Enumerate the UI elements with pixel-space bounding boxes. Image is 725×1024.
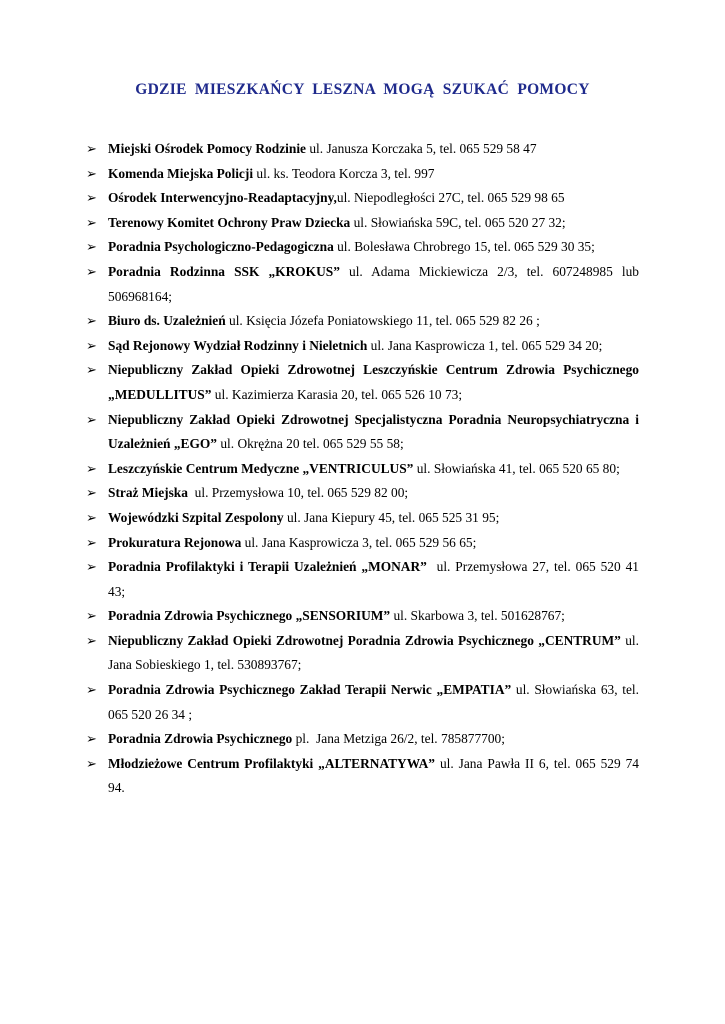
institution-name: Leszczyńskie Centrum Medyczne „VENTRICULUS”	[108, 460, 414, 476]
arrow-bullet-icon: ➢	[86, 190, 97, 206]
institution-name: Biuro ds. Uzależnień	[108, 313, 226, 329]
institution-name: Niepubliczny Zakład Opieki Zdrowotnej Poradnia Zdrowia Psychicznego „CENTRUM”	[108, 632, 621, 648]
institution-name: Komenda Miejska Policji	[108, 165, 254, 181]
arrow-bullet-icon: ➢	[86, 559, 97, 575]
institution-name: Ośrodek Interwencyjno-Readaptacyjny,	[108, 190, 337, 206]
institution-name: Niepubliczny Zakład Opieki Zdrowotnej Leszczyńskie Centrum Zdrowia Psychicznego „MEDULLITUS”	[108, 362, 639, 402]
list-item	[86, 457, 639, 482]
institution-address: ul. Księcia Józefa Poniatowskiego 11, tel. 065 529 82 26 ;	[225, 313, 540, 329]
list-item	[86, 309, 639, 334]
arrow-bullet-icon: ➢	[86, 608, 97, 624]
institution-address: ul. Jana Kasprowicza 1, tel. 065 529 34 20;	[367, 337, 603, 353]
arrow-bullet-icon: ➢	[86, 411, 97, 427]
institution-address: ul. Słowiańska 59C, tel. 065 520 27 32;	[350, 214, 566, 230]
arrow-bullet-icon: ➢	[86, 165, 97, 181]
institution-address: ul. Słowiańska 63, tel. 065 520 26 34 ;	[108, 682, 643, 722]
arrow-bullet-icon: ➢	[86, 534, 97, 550]
arrow-bullet-icon: ➢	[86, 263, 97, 279]
arrow-bullet-icon: ➢	[86, 509, 97, 525]
list-item	[86, 604, 639, 629]
institution-address: pl. Jana Metziga 26/2, tel. 785877700;	[292, 731, 505, 747]
list-item	[86, 727, 639, 752]
institution-address: ul. Słowiańska 41, tel. 065 520 65 80;	[413, 460, 620, 476]
page-title: GDZIE MIESZKAŃCY LESZNA MOGĄ SZUKAĆ POMOCY	[135, 81, 590, 98]
institution-address: ul. Janusza Korczaka 5, tel. 065 529 58 47	[306, 141, 537, 156]
list-item	[86, 235, 639, 260]
list-item	[86, 186, 639, 211]
institution-address: ul. Skarbowa 3, tel. 501628767;	[390, 608, 565, 624]
arrow-bullet-icon: ➢	[86, 755, 97, 771]
institution-name: Poradnia Psychologiczno-Pedagogiczna	[108, 239, 334, 255]
list-item	[86, 752, 643, 801]
list-item	[86, 408, 639, 457]
institution-name: Terenowy Komitet Ochrony Praw Dziecka	[108, 214, 351, 230]
institution-address: ul. Jana Pawła II 6, tel. 065 529 74 94.	[108, 755, 643, 796]
institution-name: Wojewódzki Szpital Zespolony	[108, 509, 284, 525]
list-item	[86, 211, 639, 236]
institution-address: ul. Okrężna 20 tel. 065 529 55 58;	[216, 436, 404, 452]
list-item	[86, 137, 639, 162]
arrow-bullet-icon: ➢	[86, 731, 97, 747]
institution-name: Niepubliczny Zakład Opieki Zdrowotnej Specjalistyczna Poradnia Neuropsychiatryczna i Uzależnień „EGO”	[108, 411, 639, 452]
institution-address: ul. Jana Kiepury 45, tel. 065 525 31 95;	[283, 509, 500, 525]
institution-address: ul. Niepodległości 27C, tel. 065 529 98 65	[336, 190, 565, 206]
arrow-bullet-icon: ➢	[86, 682, 97, 698]
list-item	[86, 162, 639, 187]
institution-name: Poradnia Profilaktyki i Terapii Uzależnień „MONAR”	[108, 559, 427, 575]
institution-list	[86, 137, 643, 801]
institution-address: ul. ks. Teodora Korcza 3, tel. 997	[253, 165, 435, 181]
institution-address: ul. Jana Sobieskiego 1, tel. 530893767;	[108, 632, 643, 673]
institution-name: Straż Miejska	[108, 485, 188, 501]
list-item	[86, 678, 643, 727]
institution-address: ul. Adama Mickiewicza 2/3, tel. 607248985 lub 506968164;	[108, 263, 643, 304]
list-item	[86, 260, 643, 309]
institution-name: Prokuratura Rejonowa	[108, 534, 242, 550]
list-item	[86, 481, 639, 506]
list-item	[86, 629, 643, 678]
arrow-bullet-icon: ➢	[86, 313, 97, 329]
arrow-bullet-icon: ➢	[86, 485, 97, 501]
arrow-bullet-icon: ➢	[86, 239, 97, 255]
arrow-bullet-icon: ➢	[86, 141, 97, 156]
arrow-bullet-icon: ➢	[86, 632, 97, 648]
arrow-bullet-icon: ➢	[86, 362, 97, 378]
institution-name: Poradnia Zdrowia Psychicznego	[108, 731, 293, 747]
list-item	[86, 334, 639, 359]
institution-address: ul. Kazimierza Karasia 20, tel. 065 526 10 73;	[211, 386, 463, 402]
institution-name: Sąd Rejonowy Wydział Rodzinny i Nieletnich	[108, 337, 368, 353]
institution-address: ul. Jana Kasprowicza 3, tel. 065 529 56 65;	[241, 534, 477, 550]
list-item	[86, 555, 643, 604]
list-item	[86, 358, 639, 407]
institution-name: Poradnia Rodzinna SSK „KROKUS”	[108, 263, 340, 279]
arrow-bullet-icon: ➢	[86, 337, 97, 353]
institution-address: ul. Bolesława Chrobrego 15, tel. 065 529 30 35;	[333, 239, 595, 255]
institution-name: Poradnia Zdrowia Psychicznego „SENSORIUM”	[108, 608, 391, 624]
institution-address: ul. Przemysłowa 27, tel. 065 520 41 43;	[108, 559, 643, 599]
arrow-bullet-icon: ➢	[86, 214, 97, 230]
list-item	[86, 531, 639, 556]
institution-name: Miejski Ośrodek Pomocy Rodzinie	[108, 141, 306, 156]
arrow-bullet-icon: ➢	[86, 460, 97, 476]
list-item	[86, 506, 639, 531]
institution-name: Poradnia Zdrowia Psychicznego Zakład Terapii Nerwic „EMPATIA”	[108, 682, 512, 698]
institution-address: ul. Przemysłowa 10, tel. 065 529 82 00;	[187, 485, 409, 501]
institution-name: Młodzieżowe Centrum Profilaktyki „ALTERNATYWA”	[108, 755, 436, 771]
